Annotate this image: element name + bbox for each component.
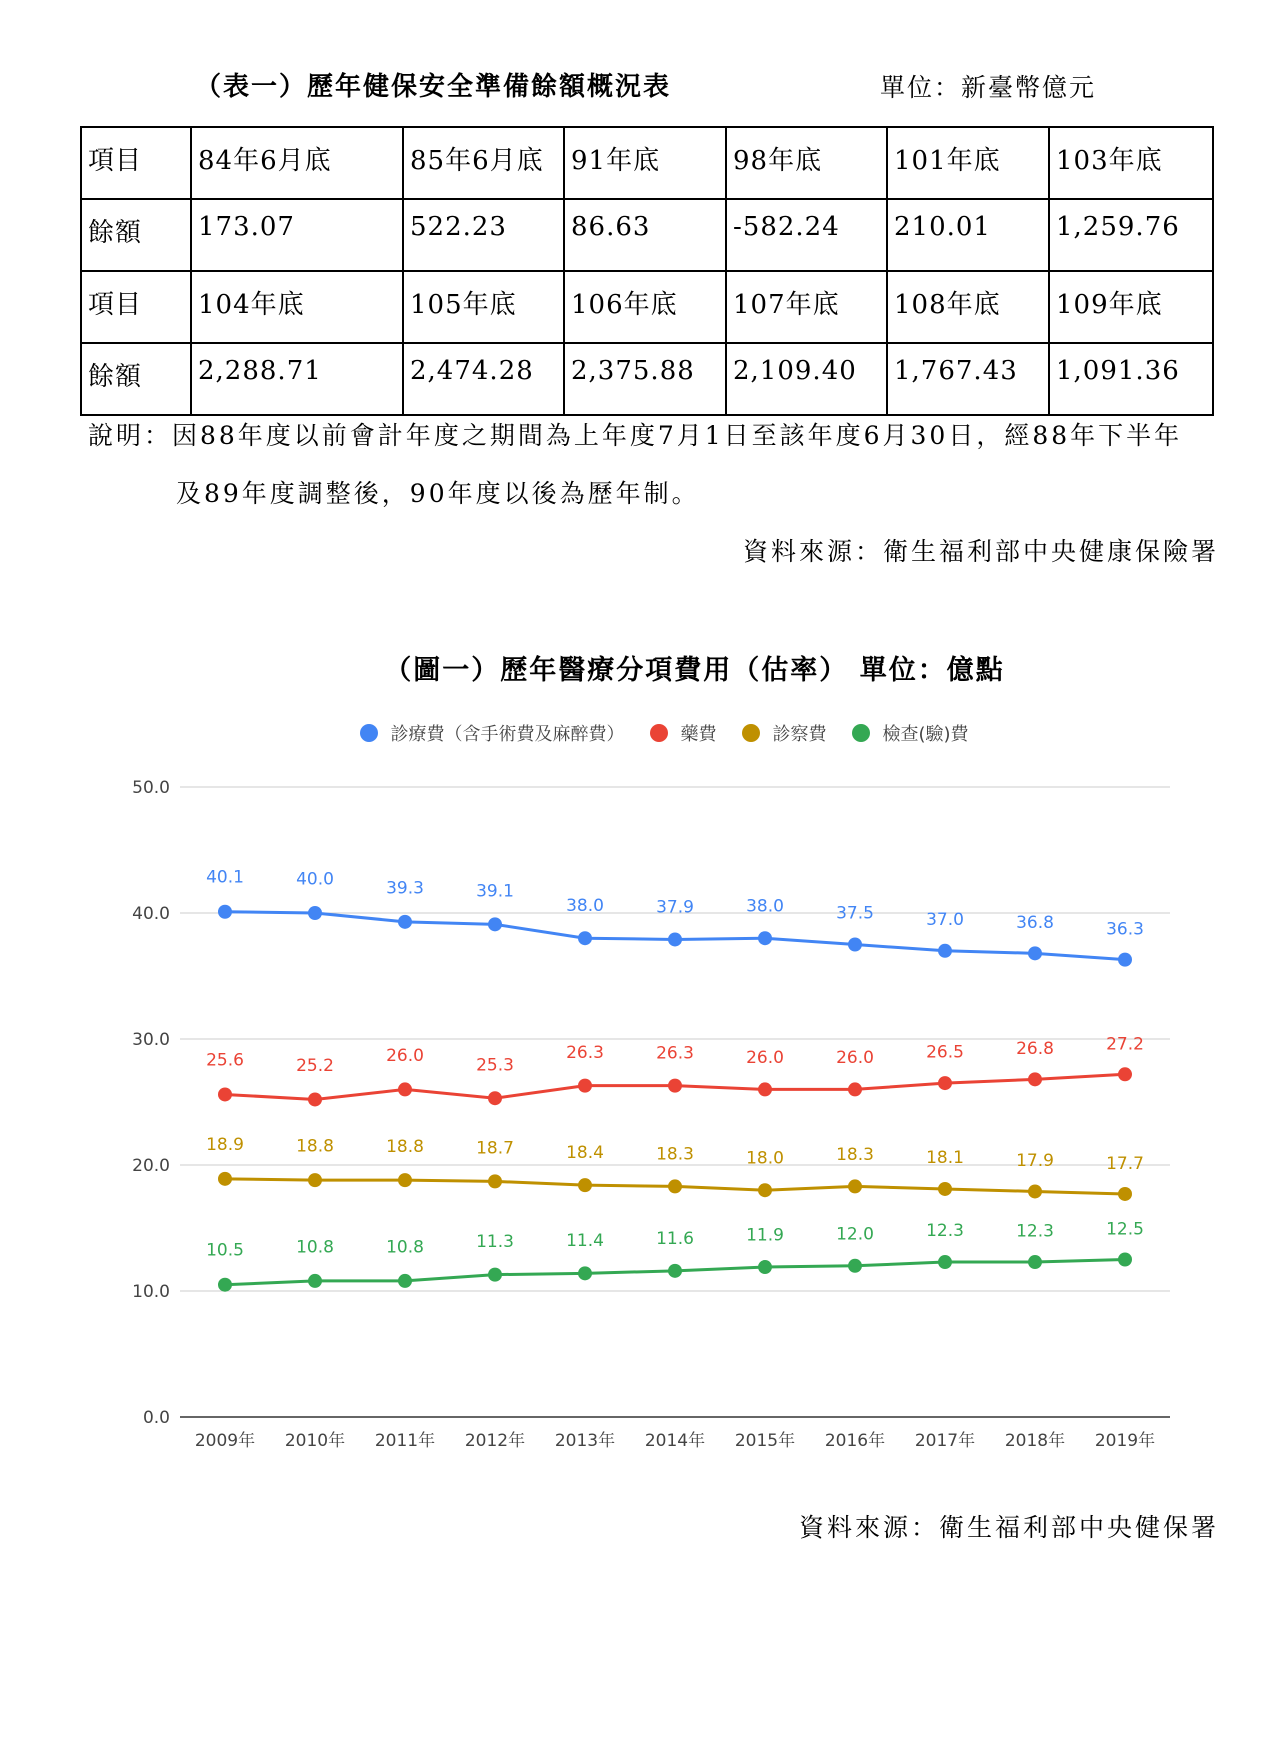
data-point [488, 917, 502, 931]
data-point [578, 1266, 592, 1280]
y-tick-label: 40.0 [132, 904, 170, 924]
table-cell: 105年底 [403, 271, 564, 343]
data-label: 40.0 [296, 869, 334, 890]
data-point [218, 1172, 232, 1186]
table-cell: 1,259.76 [1049, 199, 1213, 271]
data-point [1118, 1067, 1132, 1081]
x-tick-label: 2012年 [464, 1431, 526, 1451]
data-point [578, 931, 592, 945]
data-label: 10.8 [296, 1237, 334, 1258]
data-point [668, 1264, 682, 1278]
table-row-header: 項目 [81, 271, 191, 343]
table-cell: 522.23 [403, 199, 564, 271]
data-label: 37.0 [926, 910, 964, 930]
data-label: 17.7 [1106, 1153, 1144, 1174]
data-label: 11.9 [746, 1225, 784, 1246]
data-point [848, 1259, 862, 1273]
data-point [308, 1092, 322, 1106]
data-label: 25.6 [206, 1050, 244, 1071]
data-label: 37.9 [656, 897, 694, 918]
table-unit: 單位：新臺幣億元 [880, 73, 1097, 102]
chart-title: （圖一）歷年醫療分項費用（估率） 單位：億點 [384, 655, 1005, 686]
data-label: 12.0 [836, 1224, 874, 1245]
x-tick-label: 2013年 [554, 1431, 616, 1451]
y-tick-label: 10.0 [132, 1282, 170, 1302]
data-label: 25.3 [476, 1055, 514, 1076]
data-point [398, 1082, 412, 1096]
data-point [218, 1087, 232, 1101]
x-tick-label: 2019年 [1094, 1431, 1156, 1451]
data-label: 39.3 [386, 878, 424, 899]
table-cell: 108年底 [887, 271, 1049, 343]
data-point [218, 905, 232, 919]
data-point [1118, 953, 1132, 967]
table-note-line-2: 及89年度調整後，90年度以後為歷年制。 [176, 479, 700, 508]
data-point [758, 1260, 772, 1274]
data-point [848, 1082, 862, 1096]
data-label: 27.2 [1106, 1034, 1144, 1055]
data-label: 36.3 [1106, 919, 1144, 940]
x-tick-label: 2018年 [1004, 1431, 1066, 1451]
table-cell: 210.01 [887, 199, 1049, 271]
data-point [668, 932, 682, 946]
data-point [758, 1183, 772, 1197]
data-label: 26.0 [386, 1046, 424, 1067]
table-title: （表一）歷年健保安全準備餘額概況表 [195, 72, 672, 102]
y-tick-label: 20.0 [132, 1156, 170, 1176]
table-cell: 2,288.71 [191, 343, 403, 415]
table-cell: 109年底 [1049, 271, 1213, 343]
data-label: 18.8 [386, 1136, 424, 1157]
table-cell: 2,375.88 [564, 343, 726, 415]
x-tick-label: 2017年 [914, 1431, 976, 1451]
data-label: 26.3 [566, 1043, 604, 1064]
data-point [668, 1079, 682, 1093]
data-point [578, 1079, 592, 1093]
table-cell: 98年底 [726, 127, 887, 199]
data-point [758, 931, 772, 945]
data-point [938, 1255, 952, 1269]
table-cell: 2,109.40 [726, 343, 887, 415]
data-point [758, 1082, 772, 1096]
data-label: 18.3 [836, 1145, 874, 1166]
y-tick-label: 0.0 [142, 1408, 170, 1428]
data-label: 17.9 [1016, 1151, 1054, 1172]
table-row-header: 餘額 [81, 199, 191, 271]
data-label: 11.6 [656, 1228, 694, 1249]
data-label: 26.0 [836, 1048, 874, 1069]
table-cell: 1,091.36 [1049, 343, 1213, 415]
data-label: 12.5 [1106, 1219, 1144, 1240]
chart-source: 資料來源：衛生福利部中央健保署 [798, 1513, 1219, 1542]
table-cell: 2,474.28 [403, 343, 564, 415]
data-label: 18.9 [206, 1134, 244, 1155]
data-point [848, 938, 862, 952]
data-point [308, 1173, 322, 1187]
table-cell: 103年底 [1049, 127, 1213, 199]
table-source: 資料來源：衛生福利部中央健康保險署 [742, 537, 1219, 566]
data-label: 11.3 [476, 1231, 514, 1252]
table-row-header: 項目 [81, 127, 191, 199]
data-point [848, 1179, 862, 1193]
data-label: 25.2 [296, 1055, 334, 1076]
data-point [218, 1278, 232, 1292]
data-label: 18.1 [926, 1148, 964, 1169]
data-label: 12.3 [1016, 1221, 1054, 1242]
data-point [488, 1268, 502, 1282]
x-tick-label: 2014年 [644, 1431, 706, 1451]
table-cell: 91年底 [564, 127, 726, 199]
legend-label: 診察費 [772, 724, 827, 745]
data-label: 18.8 [296, 1136, 334, 1157]
table-cell: 106年底 [564, 271, 726, 343]
data-label: 40.1 [206, 867, 244, 888]
table-cell: 107年底 [726, 271, 887, 343]
data-point [1028, 1184, 1042, 1198]
data-label: 39.1 [476, 881, 514, 902]
data-point [1118, 1253, 1132, 1267]
legend-label: 診療費（含手術費及麻醉費） [390, 724, 625, 745]
table-cell: -582.24 [726, 199, 887, 271]
data-point [938, 1182, 952, 1196]
y-tick-label: 50.0 [132, 778, 170, 798]
table-cell: 101年底 [887, 127, 1049, 199]
x-tick-label: 2015年 [734, 1431, 796, 1451]
data-label: 12.3 [926, 1221, 964, 1242]
table-cell: 85年6月底 [403, 127, 564, 199]
data-label: 10.5 [206, 1240, 244, 1261]
data-label: 18.3 [656, 1144, 694, 1165]
data-point [488, 1174, 502, 1188]
data-label: 26.0 [746, 1047, 784, 1068]
data-point [398, 915, 412, 929]
data-point [938, 944, 952, 958]
data-point [398, 1173, 412, 1187]
data-point [398, 1274, 412, 1288]
data-point [1028, 946, 1042, 960]
data-point [488, 1091, 502, 1105]
table-cell: 84年6月底 [191, 127, 403, 199]
data-label: 26.3 [656, 1043, 694, 1064]
table-row-header: 餘額 [81, 343, 191, 415]
data-point [938, 1076, 952, 1090]
data-label: 11.4 [566, 1230, 604, 1251]
x-tick-label: 2010年 [284, 1431, 346, 1451]
y-tick-label: 30.0 [132, 1030, 170, 1050]
data-label: 36.8 [1016, 912, 1054, 933]
table-cell: 104年底 [191, 271, 403, 343]
table-cell: 173.07 [191, 199, 403, 271]
x-tick-label: 2016年 [824, 1431, 886, 1451]
data-point [578, 1178, 592, 1192]
data-label: 38.0 [746, 896, 784, 917]
legend-label: 檢查(驗)費 [882, 724, 969, 745]
data-point [1118, 1187, 1132, 1201]
data-label: 38.0 [566, 895, 604, 916]
table-note-line-1: 說明：因88年度以前會計年度之期間為上年度7月1日至該年度6月30日，經88年下半年 [88, 421, 1183, 450]
data-point [308, 906, 322, 920]
legend-label: 藥費 [680, 724, 717, 745]
data-label: 10.8 [386, 1237, 424, 1258]
table-cell: 1,767.43 [887, 343, 1049, 415]
data-point [308, 1274, 322, 1288]
data-label: 37.5 [836, 903, 874, 924]
data-point [1028, 1255, 1042, 1269]
x-tick-label: 2011年 [374, 1431, 436, 1451]
data-label: 18.4 [566, 1142, 604, 1163]
data-label: 18.7 [476, 1138, 514, 1159]
table-cell: 86.63 [564, 199, 726, 271]
data-point [668, 1179, 682, 1193]
data-label: 18.0 [746, 1148, 784, 1169]
data-label: 26.5 [926, 1042, 964, 1063]
data-point [1028, 1072, 1042, 1086]
x-tick-label: 2009年 [194, 1431, 256, 1451]
data-label: 26.8 [1016, 1038, 1054, 1059]
